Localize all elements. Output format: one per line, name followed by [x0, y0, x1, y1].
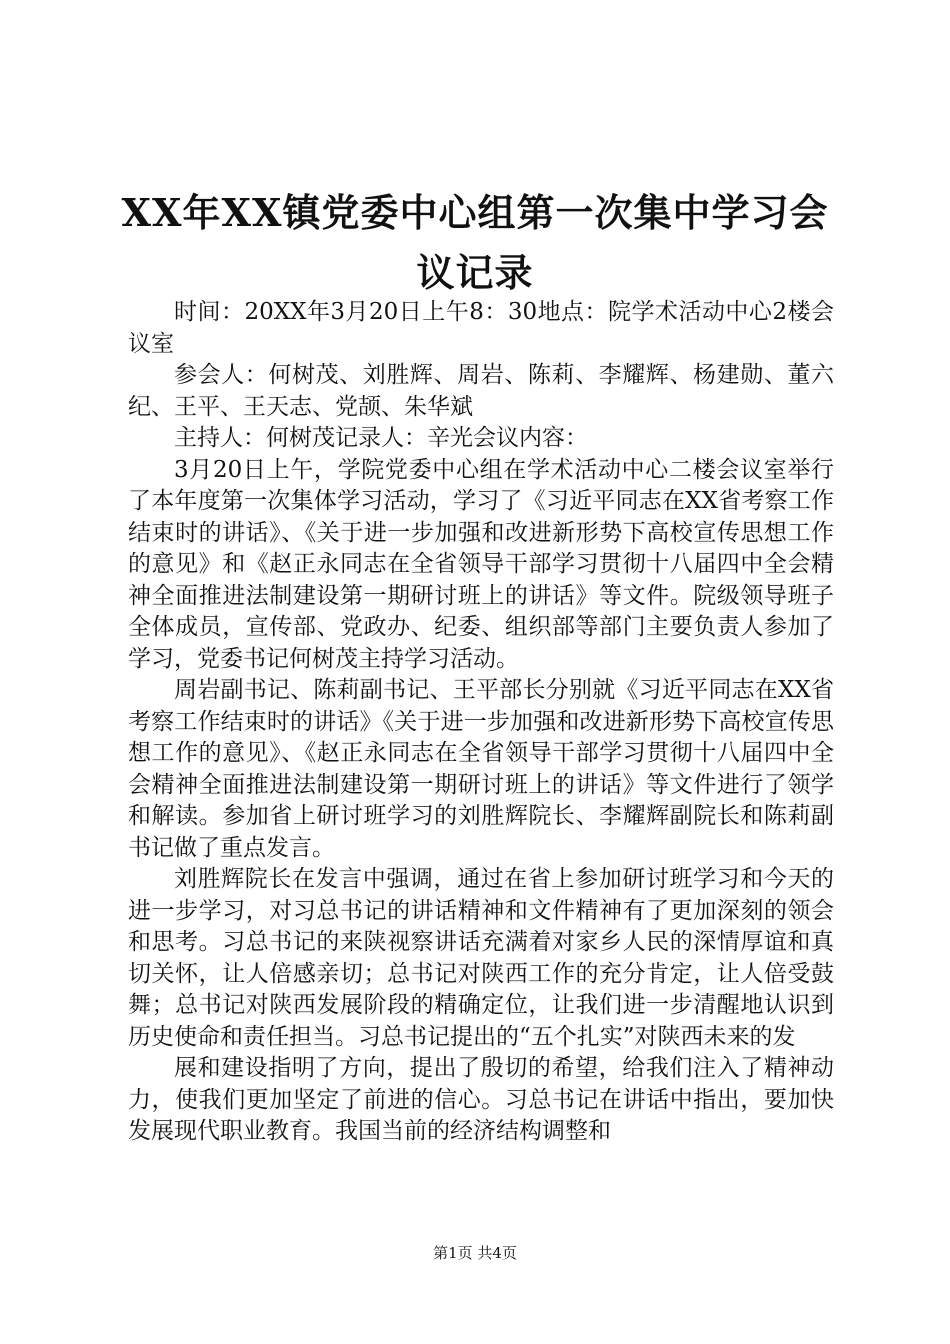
document-body	[128, 297, 834, 1148]
paragraph-speech: 刘胜辉院长在发言中强调，通过在省上参加研讨班学习和今天的进一步学习，对习总书记的讲话精神和文件精神有了更加深刻的领会和思考。习总书记的来陕视察讲话充满着对家乡人民的深情厚谊和真切关怀，让人倍感亲切；总书记对陕西工作的充分肯定，让人倍受鼓舞；总书记对陕西发展阶段的精确定位，让我们进一步清醒地认识到历史使命和责任担当。习总书记提出的“五个扎实”对陕西未来的发	[128, 866, 834, 1050]
paragraph-speech-continued: 展和建设指明了方向，提出了殷切的希望，给我们注入了精神动力，使我们更加坚定了前进的信心。习总书记在讲话中指出，要加快发展现代职业教育。我国当前的经济结构调整和	[128, 1055, 834, 1144]
page-number: 第1页 共4页	[433, 1244, 517, 1262]
paragraph-host-recorder: 主持人：何树茂记录人：辛光会议内容：	[174, 425, 588, 451]
paragraph-meeting-summary: 3月20日上午，学院党委中心组在学术活动中心二楼会议室举行了本年度第一次集体学习活动，学习了《习近平同志在XX省考察工作结束时的讲话》、《关于进一步加强和改进新形势下高校宣传思想工作的意见》和《赵正永同志在全省领导干部学习贯彻十八届四中全会精神全面推进法制建设第一期研讨班上的讲话》等文件。院级领导班子全体成员，宣传部、党政办、纪委、组织部等部门主要负责人参加了学习，党委书记何树茂主持学习活动。	[128, 456, 834, 672]
paragraph-time-location: 时间：20XX年3月20日上午8：30地点：院学术活动中心2楼会议室	[128, 299, 834, 357]
document-title: XX年XX镇党委中心组第一次集中学习会议记录	[121, 190, 829, 295]
paragraph-attendees: 参会人：何树茂、刘胜辉、周岩、陈莉、李耀辉、杨建勋、董六纪、王平、王天志、党颉、朱华斌	[128, 362, 834, 420]
paragraph-document-reading: 周岩副书记、陈莉副书记、王平部长分别就《习近平同志在XX省考察工作结束时的讲话》《关于进一步加强和改进新形势下高校宣传思想工作的意见》、《赵正永同志在全省领导干部学习贯彻十八届四中全会精神全面推进法制建设第一期研讨班上的讲话》等文件进行了领学和解读。参加省上研讨班学习的刘胜辉院长、李耀辉副院长和陈莉副书记做了重点发言。	[128, 677, 834, 861]
